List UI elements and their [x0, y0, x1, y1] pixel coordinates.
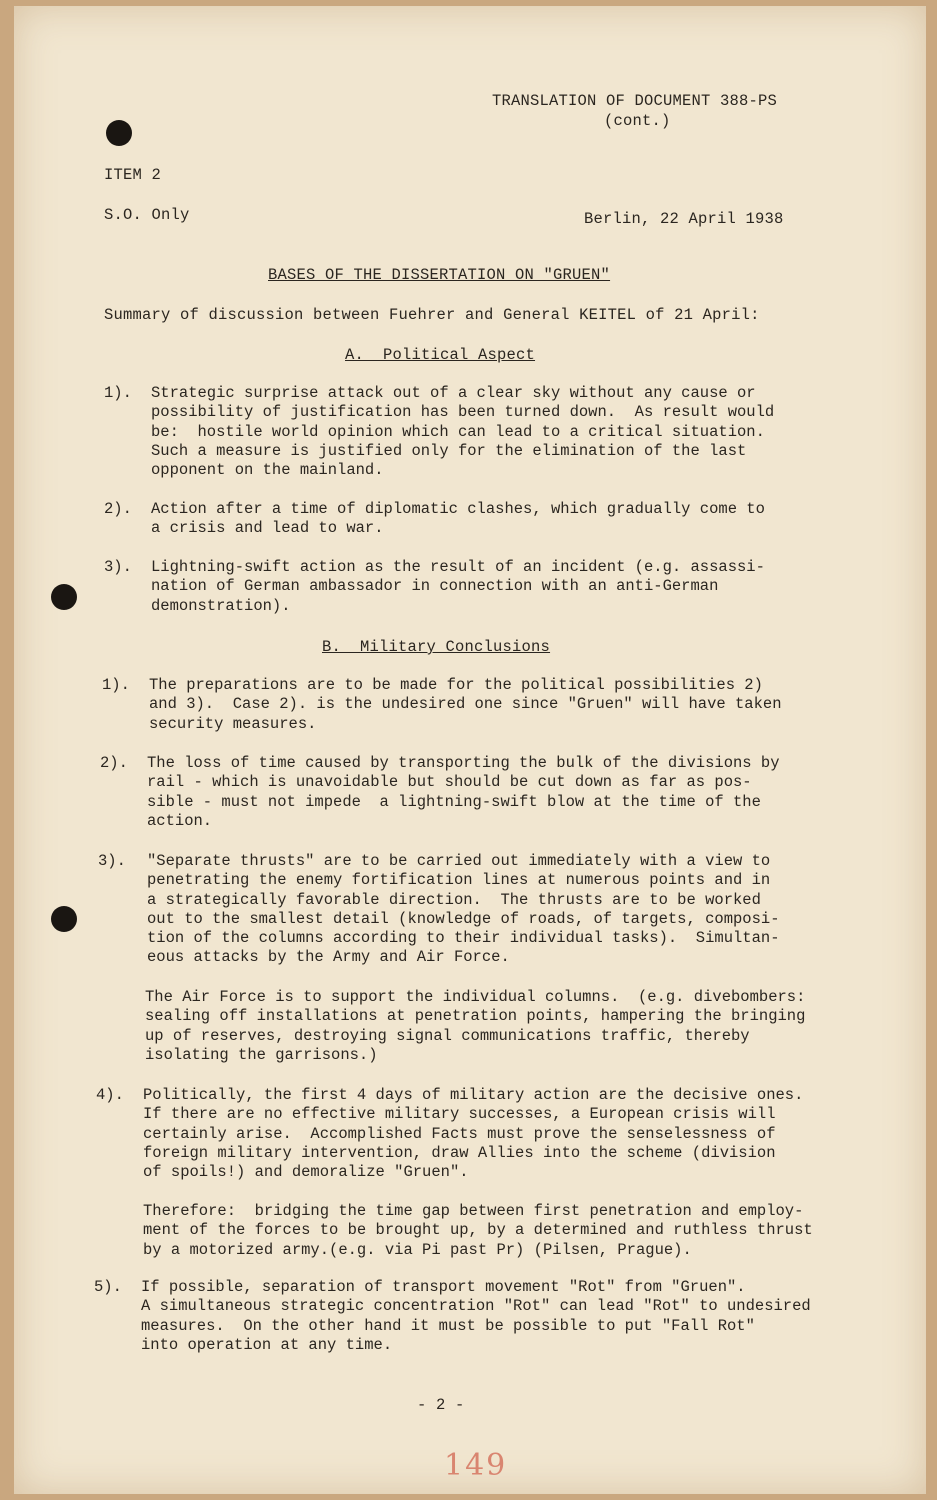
item-number: 1). — [104, 384, 132, 402]
section-a-title: A. Political Aspect — [345, 346, 536, 364]
paragraph: Strategic surprise attack out of a clear sky without any cause or possibility of justification has been turned down. As result would be: hostile world opinion which can lead to a critical situation. Such a measure is justified only for the elimination of the last opponent on the mainland. — [151, 384, 775, 480]
document-heading: BASES OF THE DISSERTATION ON "GRUEN" — [268, 266, 611, 284]
item-number: 3). — [104, 558, 132, 576]
header-title: TRANSLATION OF DOCUMENT 388-PS — [492, 92, 778, 110]
document-page — [14, 6, 926, 1494]
paragraph: The Air Force is to support the individual columns. (e.g. divebombers: sealing off installations at penetration points, hampering the bringing up of reserves, destroying signal communications traffic, thereby isolating the garrisons.) — [145, 988, 806, 1064]
item-number: 2). — [104, 500, 132, 518]
item-label: ITEM 2 — [104, 166, 162, 184]
item-number: 5). — [94, 1278, 122, 1296]
summary-line: Summary of discussion between Fuehrer and General KEITEL of 21 April: — [104, 306, 760, 324]
paragraph: The loss of time caused by transporting the bulk of the divisions by rail - which is unavoidable but should be cut down as far as pos- sible - must not impede a lightning-swift blow at the time of the action. — [147, 754, 780, 830]
header-subtitle: (cont.) — [604, 112, 671, 130]
section-b-title: B. Military Conclusions — [322, 638, 551, 656]
folio-number: 149 — [444, 1448, 508, 1483]
paragraph: Politically, the first 4 days of military action are the decisive ones. If there are no effective military successes, a European crisis will certainly arise. Accomplished Facts must prove the senselessness of foreign military intervention, draw Allies into the scheme (division of spoils!) and demoralize "Gruen". — [143, 1086, 804, 1182]
punch-hole-middle — [51, 584, 77, 610]
item-number: 2). — [100, 754, 128, 772]
classification: S.O. Only — [104, 206, 190, 224]
punch-hole-lower — [51, 906, 77, 932]
page-number: - 2 - — [417, 1396, 465, 1414]
item-number: 1). — [102, 676, 130, 694]
place-date: Berlin, 22 April 1938 — [584, 210, 784, 228]
paragraph: Action after a time of diplomatic clashes, which gradually come to a crisis and lead to war. — [151, 500, 765, 538]
punch-hole-top — [106, 120, 132, 146]
paragraph: "Separate thrusts" are to be carried out immediately with a view to penetrating the enemy fortification lines at numerous points and in a strategically favorable direction. The thrusts are to be worked out to the smallest detail (knowledge of roads, of targets, composi- tion of the columns according to their individual tasks). Simultan- eous attacks by the Army and Air Force. — [147, 852, 780, 967]
paragraph: The preparations are to be made for the political possibilities 2) and 3). Case 2). is the undesired one since "Gruen" will have taken security measures. — [149, 676, 782, 733]
item-number: 4). — [96, 1086, 124, 1104]
paragraph: Therefore: bridging the time gap between first penetration and employ- ment of the forces to be brought up, by a determined and ruthless thrust by a motorized army.(e.g. via Pi past Pr) (Pilsen, Prague). — [143, 1202, 813, 1259]
item-number: 3). — [98, 852, 126, 870]
paragraph: If possible, separation of transport movement "Rot" from "Gruen". A simultaneous strategic concentration "Rot" can lead "Rot" to undesired measures. On the other hand it must be possible to put "Fall Rot" into operation at any time. — [141, 1278, 811, 1354]
paragraph: Lightning-swift action as the result of an incident (e.g. assassi- nation of German ambassador in connection with an anti-German demonstration). — [151, 558, 765, 615]
